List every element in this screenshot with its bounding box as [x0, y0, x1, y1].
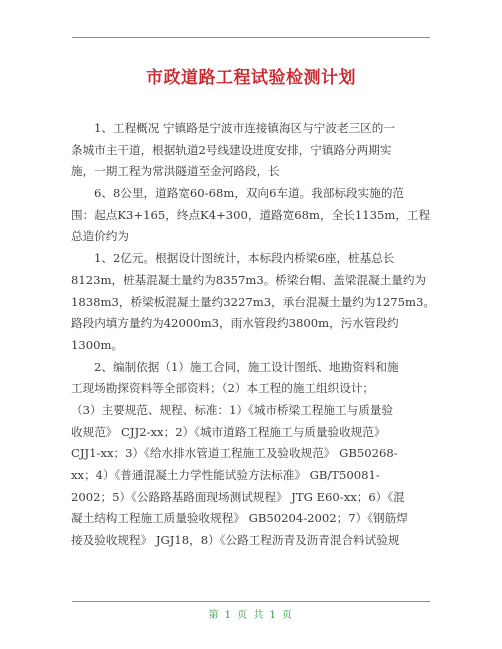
body-line: 6、8公里，道路宽60-68m，双向6车道。我部标段实施的范 [94, 186, 405, 201]
body-line: （3）主要规范、规程、标准：1）《城市桥梁工程施工与质量验 [71, 402, 393, 417]
body-line: 围：起点K3+165，终点K4+300，道路宽68m，全长1135m，工程 [71, 207, 431, 222]
body-line: 1、2亿元。根据设计图统计，本标段内桥梁6座，桩基总长 [94, 251, 395, 266]
body-line: 1300m。 [71, 337, 124, 352]
body-line: 1838m3，桥梁板混凝土量约3227m3，承台混凝土量约为1275m3。 [71, 294, 435, 309]
body-line: 1、工程概况 宁镇路是宁波市连接镇海区与宁波老三区的一 [94, 121, 395, 135]
body-line: 8123m，桩基混凝土量约为8357m3。桥梁台帽、盖梁混凝土量约为 [71, 272, 427, 287]
document-body [71, 118, 433, 552]
footer-rule [72, 601, 430, 602]
page-number: 第 1 页 共 1 页 [208, 610, 294, 621]
body-line: 施，一期工程为常洪隧道至金河路段，长 [71, 164, 280, 179]
body-line: 接及验收规程》 JGJ18，8）《公路工程沥青及沥青混合料试验规 [71, 533, 400, 548]
body-line: 收规范》 CJJ2-xx；2）《城市道路工程施工与质量验收规范》 [71, 424, 386, 439]
body-line: 2002；5）《公路路基路面现场测试规程》 JTG E60-xx；6）《混 [71, 489, 405, 504]
body-line: CJJ1-xx；3）《给水排水管道工程施工及验收规范》 GB50268- [71, 446, 398, 461]
document-title: 市政道路工程试验检测计划 [146, 68, 356, 88]
body-line: xx；4）《普通混凝土力学性能试验方法标准》 GB/T50081- [71, 468, 380, 482]
body-line: 总造价约为 [71, 229, 129, 244]
body-line: 条城市主干道，根据轨道2号线建设进度安排，宁镇路分两期实 [71, 142, 392, 157]
header-rule [72, 37, 430, 38]
body-line: 凝土结构工程施工质量验收规程》 GB50204-2002；7）《钢筋焊 [71, 511, 408, 526]
body-line: 路段内填方量约为42000m3，雨水管段约3800m，污水管段约 [71, 316, 399, 331]
body-line: 工现场勘探资料等全部资料；（2）本工程的施工组织设计； [71, 381, 375, 396]
body-line: 2、编制依据（1）施工合同，施工设计图纸、地勘资料和施 [94, 359, 399, 374]
